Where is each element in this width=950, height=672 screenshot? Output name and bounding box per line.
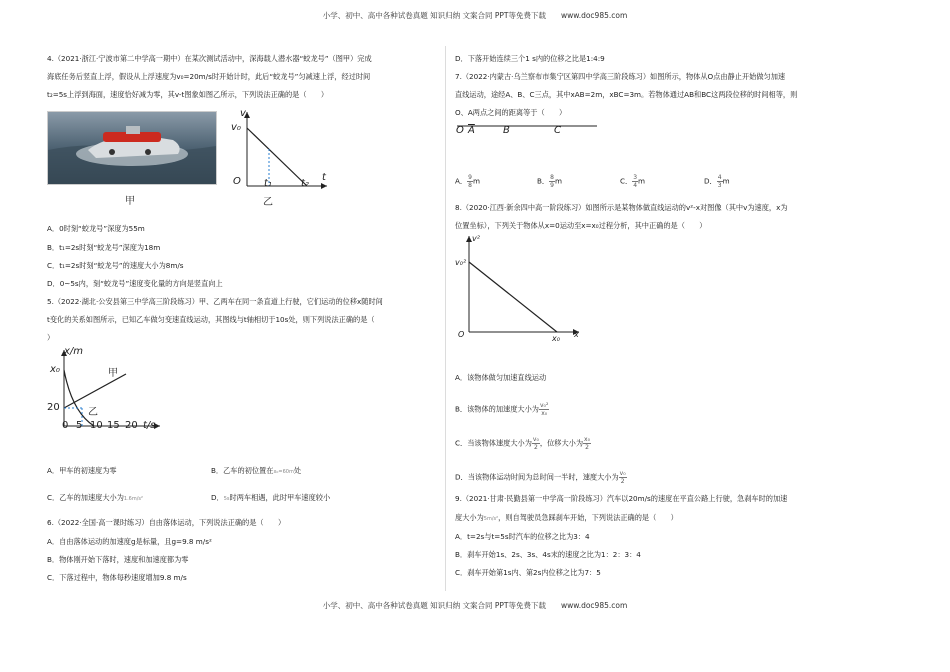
frac-num: v₀² (540, 402, 549, 409)
page-header: 小学、初中、高中各种试卷真题 知识归纳 文案合同 PPT等免费下载 www.doc985.com (322, 11, 628, 20)
submersible-image (48, 112, 216, 184)
q9-line2-prefix: 度大小为 (455, 513, 484, 522)
q7-line1: 7.（2022·内蒙古·乌兰察布市集宁区第四中学高三阶段练习）如图所示，物体从O点由静止开始做匀加速 (455, 72, 786, 81)
column-divider (445, 46, 446, 591)
q8-line2: 位置坐标），下列关于物体从x=0运动至x=x₀过程分析，其中正确的是（ ） (455, 221, 707, 230)
q5-option-c (47, 493, 143, 504)
q4-line1: 4.（2021·浙江·宁波市第二中学高一期中）在某次测试活动中，深海载人潜水器“蛟龙号”（图甲）完成 (47, 54, 372, 63)
frac-den: 2 (533, 444, 538, 451)
frac-num: 9 (468, 174, 472, 181)
frac-den: 2 (585, 444, 589, 451)
q5-option-b (211, 466, 301, 477)
q7-option-c-prefix: C． (620, 176, 633, 186)
q7-line-diagram (455, 120, 600, 142)
q8-option-c-fraction-1 (532, 436, 540, 451)
q9-line2 (455, 513, 678, 524)
q9-option-b: B．刹车开始1s、2s、3s、4s末的速度之比为1：2：3：4 (455, 550, 641, 559)
q8-option-b (455, 402, 549, 417)
vt-graph-v0-label: v₀ (231, 122, 241, 133)
q5-line3: ） (47, 333, 55, 342)
q4-option-a: A．0时刻“蛟龙号”深度为55m (47, 224, 145, 233)
q9-line2-formula: 5m/s² (483, 516, 499, 522)
q4-option-b: B．t₁=2s时刻“蛟龙号”深度为18m (47, 243, 161, 252)
frac-num: v₀ (532, 436, 539, 443)
q6-option-d: D．下落开始连续三个1 s内的位移之比是1:4:9 (455, 54, 605, 63)
frac-den: 9 (550, 182, 554, 189)
q9-option-c: C．刹车开始第1s内、第2s内位移之比为7：5 (455, 568, 601, 577)
q8-option-b-prefix: B．该物体的加速度大小为 (455, 404, 539, 414)
q8-option-c-prefix: C．当该物体速度大小为 (455, 438, 532, 448)
v2x-graph-x-label: x (574, 330, 579, 339)
q5-option-b-formula: x₀=60m (273, 469, 294, 475)
q8-option-a: A．该物体做匀加速直线运动 (455, 373, 547, 382)
q5-option-b-suffix: 处 (293, 466, 302, 475)
q5-option-b-prefix: B．乙车的初位置在 (211, 466, 274, 475)
q9-line2-suffix: ，则自驾驶员急踩刹车开始，下列说法正确的是（ ） (498, 513, 678, 522)
page-footer: 小学、初中、高中各种试卷真题 知识归纳 文案合同 PPT等免费下载 www.doc985.com (322, 601, 628, 610)
frac-den: 3 (717, 182, 722, 189)
v2x-graph-v2-label: v² (472, 234, 480, 243)
q8-option-d (455, 470, 627, 485)
q7-option-d-prefix: D． (704, 176, 717, 186)
v2x-graph-x0-label: x₀ (552, 334, 560, 343)
xt-graph-x-label: x/m (64, 346, 84, 357)
q7-option-b-unit: m (554, 176, 562, 186)
q7-label-c: C (554, 125, 561, 136)
frac-den: 4 (633, 182, 638, 189)
q7-option-a-unit: m (472, 176, 480, 186)
q5-option-d (211, 493, 330, 504)
vt-graph-t2-label: t₂ (301, 178, 309, 189)
q5-option-d-suffix: 时两车相遇，此时甲车速度较小 (229, 493, 331, 502)
frac-den: 8 (468, 182, 472, 189)
vt-graph-t-label: t (322, 172, 326, 183)
vt-graph-v-label: v (240, 108, 246, 119)
xt-graph-t-label: t/s (143, 420, 156, 431)
xt-graph-20-label: 20 (47, 402, 60, 413)
frac-num: 4 (717, 174, 722, 181)
q9-option-a: A．t=2s与t=5s时汽车的位移之比为3：4 (455, 532, 590, 541)
v2x-graph-v02-label: v₀² (455, 258, 467, 267)
q8-option-c (455, 436, 591, 451)
xt-graph-tick-20: 20 (125, 420, 138, 431)
xt-graph-tick-15: 15 (107, 420, 120, 431)
q8-option-c-middle: ，位移大小为 (539, 438, 584, 448)
q7-label-b: B (503, 125, 510, 136)
q4-line3: t₂=5s上浮到海面，速度恰好减为零，其v-t图象如图乙所示，下列说法正确的是（ ） (47, 90, 329, 99)
q5-line1: 5.（2022·湖北·公安县第三中学高三阶段练习）甲、乙两车在同一条直道上行驶，它们运动的位移x随时间 (47, 297, 383, 306)
q7-line3: O、A两点之间的距离等于（ ） (455, 108, 567, 117)
q7-option-a-prefix: A． (455, 176, 468, 186)
submersible-photo (47, 111, 217, 185)
v2x-graph-origin-label: O (458, 330, 465, 339)
q5-option-a: A．甲车的初速度为零 (47, 466, 117, 475)
q6-line1: 6.（2022·全国·高一课时练习）自由落体运动，下列说法正确的是（ ） (47, 518, 286, 527)
v2x-graph (455, 232, 585, 344)
vt-line (247, 128, 307, 186)
frac-num: 3 (633, 174, 638, 181)
q8-option-c-fraction-2 (583, 436, 591, 451)
vt-graph-origin-label: O (233, 176, 241, 187)
q5-option-c-formula: 1.6m/s² (123, 496, 144, 502)
xt-graph-yi-label: 乙 (88, 407, 98, 418)
q7-label-o: O (456, 125, 464, 136)
q8-line1: 8.（2020·江西·新余四中高一阶段练习）如图所示是某物体做直线运动的v²-x对图像（其中v为速度，x为 (455, 203, 788, 212)
q7-option-a (455, 174, 480, 189)
q6-option-b: B．物体刚开始下落时，速度和加速度都为零 (47, 555, 189, 564)
frac-num: x₀ (584, 436, 590, 443)
q7-option-b-prefix: B． (537, 176, 550, 186)
q5-line2: t变化的关系如图所示，已知乙车做匀变速直线运动，其图线与t轴相切于10s处，则下列说法正确的是（ (47, 315, 375, 324)
xt-graph-tick-0: 0 (62, 420, 69, 431)
q7-option-c-unit: m (638, 176, 646, 186)
q8-option-d-prefix: D．当该物体运动时间为总时间一半时，速度大小为 (455, 472, 619, 482)
frac-num: 8 (550, 174, 554, 181)
q5-option-d-prefix: D． (211, 493, 224, 502)
q4-option-c: C．t₁=2s时刻“蛟龙号”的速度大小为8m/s (47, 261, 184, 270)
q8-option-b-fraction (539, 402, 549, 417)
vt-graph-t1-label: t₁ (264, 178, 272, 189)
xt-graph-x0-label: x₀ (50, 364, 60, 375)
xt-graph-jia-label: 甲 (108, 368, 118, 379)
q7-option-d (704, 174, 730, 189)
vt-graph (225, 108, 335, 208)
frac-den: 2 (620, 478, 625, 485)
q5-option-c-prefix: C．乙车的加速度大小为 (47, 493, 124, 502)
q4-option-d: D．0~5s内，刻“蛟龙号”速度变化量的方向是竖直向上 (47, 279, 223, 288)
q6-option-c: C．下落过程中，物体每秒速度增加9.8 m/s (47, 573, 187, 582)
q9-line1: 9.（2021·甘肃·民勤县第一中学高一阶段练习）汽车以20m/s的速度在平直公路上行驶，急刹车时的加速 (455, 494, 788, 503)
q4-line2: 海底任务后竖直上浮，假设从上浮速度为v₀=20m/s时开始计时，此后“蛟龙号”匀减速上浮，经过时间 (47, 72, 371, 81)
q8-option-d-fraction (619, 470, 627, 485)
fig-jia-caption: 甲 (125, 196, 135, 207)
v2x-line (469, 262, 557, 332)
xt-graph-tick-10: 10 (90, 420, 103, 431)
q7-option-d-unit: m (722, 176, 730, 186)
q7-label-a: $\overline{A}$ (468, 125, 475, 136)
q6-option-a: A．自由落体运动的加速度g是标量，且g=9.8 m/s² (47, 537, 212, 546)
frac-num: v₀ (619, 470, 626, 477)
q7-option-c (620, 174, 645, 189)
frac-den: x₀ (541, 410, 548, 417)
t-axis-arrow (321, 183, 327, 189)
q7-option-b (537, 174, 562, 189)
fig-yi-caption: 乙 (263, 197, 273, 208)
xt-graph-tick-5: 5 (76, 420, 83, 431)
q5-option-d-formula: 5s (223, 496, 230, 502)
q7-line2: 直线运动，途经A、B、C三点，其中xAB=2m，xBC=3m。若物体通过AB和BC这两段位移的时间相等，则 (455, 90, 798, 99)
